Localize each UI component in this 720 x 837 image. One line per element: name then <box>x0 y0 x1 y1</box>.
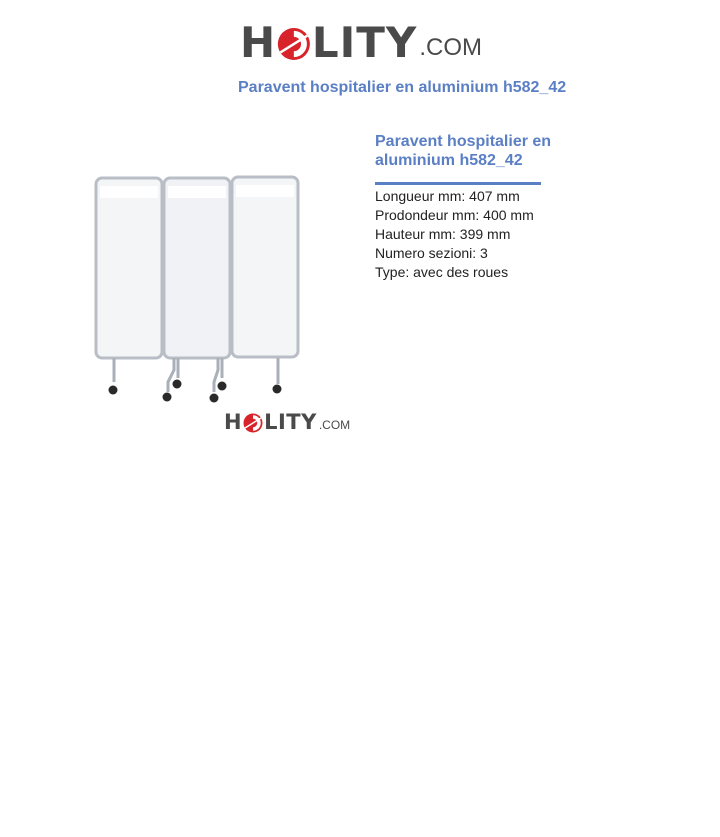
screen-panel-right <box>232 177 298 357</box>
screen-panel-middle <box>164 178 230 358</box>
spec-depth: Prodondeur mm: 400 mm <box>375 207 534 223</box>
spec-length: Longueur mm: 407 mm <box>375 188 520 204</box>
screen-wheels <box>109 380 282 403</box>
screen-panel-left <box>96 178 162 358</box>
logo-letter-h: H <box>240 18 277 67</box>
logo-word: LITY <box>311 18 418 67</box>
spec-height: Hauteur mm: 399 mm <box>375 226 511 242</box>
logo-word: LITY <box>264 410 317 434</box>
title-divider <box>375 182 541 185</box>
page-title: Paravent hospitalier en aluminium h582_42 <box>238 79 567 96</box>
brand-logo-small <box>224 407 350 433</box>
screen-legs <box>114 358 278 392</box>
logo-suffix: .COM <box>419 34 482 61</box>
logo-o-icon <box>277 24 311 64</box>
logo-letter-h: H <box>224 410 243 434</box>
brand-logo <box>240 12 482 67</box>
product-image <box>90 170 305 405</box>
spec-type: Type: avec des roues <box>375 264 509 280</box>
product-name: Paravent hospitalier en aluminium h582_42 <box>375 133 552 169</box>
logo-suffix: .COM <box>318 418 351 432</box>
spec-sections: Numero sezioni: 3 <box>375 245 488 261</box>
spec-list <box>375 187 635 282</box>
product-details <box>375 132 635 282</box>
logo-o-icon <box>243 413 263 433</box>
